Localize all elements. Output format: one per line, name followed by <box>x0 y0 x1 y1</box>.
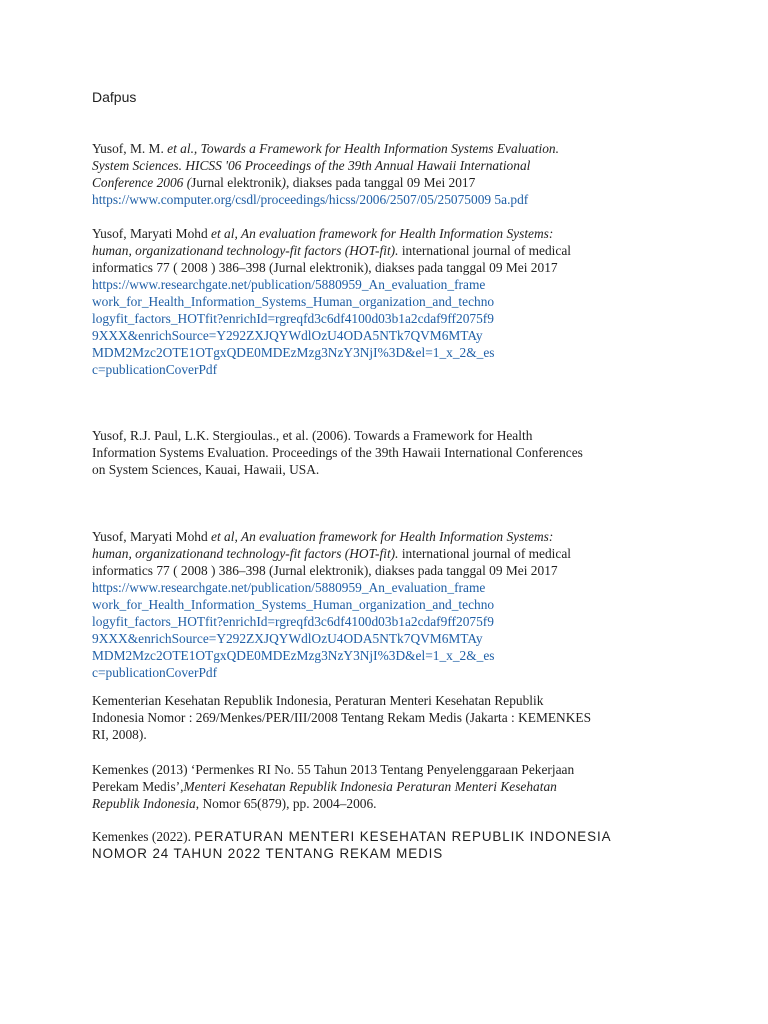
reference-line <box>92 709 682 726</box>
reference-text: Kemenkes (2022). <box>92 829 195 844</box>
reference-text: , Nomor 65(879), pp. 2004–2006. <box>195 796 377 811</box>
reference-link[interactable]: c=publicationCoverPdf <box>92 362 218 377</box>
reference-entry <box>92 140 682 208</box>
reference-italic-text: et al, An evaluation framework for Health Information Systems: <box>211 529 554 544</box>
reference-line <box>92 344 682 361</box>
reference-text: Yusof, Maryati Mohd <box>92 529 212 544</box>
reference-line <box>92 259 682 276</box>
reference-link[interactable]: https://www.researchgate.net/publication/5880959_An_evaluation_frame <box>92 277 486 292</box>
reference-line <box>92 444 682 461</box>
reference-text: Kementerian Kesehatan Republik Indonesia, Peraturan Menteri Kesehatan Republik <box>92 693 544 708</box>
reference-link[interactable]: https://www.researchgate.net/publication/5880959_An_evaluation_frame <box>92 580 486 595</box>
reference-link[interactable]: logyfit_factors_HOTfit?enrichId=rgreqfd3c6df4100d03b1a2cdaf9ff2075f9 <box>92 311 494 326</box>
reference-link[interactable]: MDM2Mzc2OTE1OTgxQDE0MDEzMzg3NzY3NjI%3D&el=1_x_2&_es <box>92 648 495 663</box>
reference-line <box>92 664 682 681</box>
reference-link[interactable]: c=publicationCoverPdf <box>92 665 218 680</box>
reference-line <box>92 327 682 344</box>
reference-italic-text: Menteri Kesehatan Republik Indonesia Peraturan Menteri Kesehatan <box>183 779 557 794</box>
reference-text: NOMOR 24 TAHUN 2022 TENTANG REKAM MEDIS <box>92 846 444 861</box>
reference-italic-text: et al., Towards a Framework for Health Information Systems Evaluation. <box>167 141 559 156</box>
reference-line <box>92 225 682 242</box>
reference-link[interactable]: logyfit_factors_HOTfit?enrichId=rgreqfd3c6df4100d03b1a2cdaf9ff2075f9 <box>92 614 494 629</box>
reference-entry <box>92 427 682 478</box>
reference-link[interactable]: work_for_Health_Information_Systems_Human_organization_and_techno <box>92 294 495 309</box>
reference-italic-text: human, organizationand technology-fit factors (HOT-fit). <box>92 243 399 258</box>
reference-entry <box>92 828 682 862</box>
reference-line <box>92 191 682 208</box>
reference-line <box>92 613 682 630</box>
reference-line <box>92 242 682 259</box>
reference-link[interactable]: work_for_Health_Information_Systems_Human_organization_and_techno <box>92 597 495 612</box>
reference-line <box>92 579 682 596</box>
reference-line <box>92 795 682 812</box>
reference-line <box>92 562 682 579</box>
reference-line <box>92 427 682 444</box>
reference-line <box>92 845 682 862</box>
reference-text: PERATURAN MENTERI KESEHATAN REPUBLIK INDONESIA <box>194 829 612 844</box>
reference-line <box>92 828 682 845</box>
reference-line <box>92 361 682 378</box>
reference-link[interactable]: MDM2Mzc2OTE1OTgxQDE0MDEzMzg3NzY3NjI%3D&el=1_x_2&_es <box>92 345 495 360</box>
reference-line <box>92 726 682 743</box>
reference-text: Information Systems Evaluation. Proceedings of the 39th Hawaii International Conferences <box>92 445 583 460</box>
reference-entry <box>92 761 682 812</box>
page-heading: Dafpus <box>92 89 137 105</box>
reference-line <box>92 461 682 478</box>
reference-link[interactable]: https://www.computer.org/csdl/proceedings/hicss/2006/2507/05/25075009 5a.pdf <box>92 192 529 207</box>
reference-line <box>92 140 682 157</box>
reference-text: Yusof, M. M. <box>92 141 168 156</box>
reference-line <box>92 630 682 647</box>
reference-text: informatics 77 ( 2008 ) 386–398 (Jurnal elektronik), diakses pada tanggal 09 Mei 2017 <box>92 563 558 578</box>
reference-text: , diakses pada tanggal 09 Mei 2017 <box>286 175 476 190</box>
reference-text: international journal of medical <box>398 243 572 258</box>
reference-line <box>92 545 682 562</box>
reference-entry <box>92 528 682 681</box>
reference-italic-text: Republik Indonesia <box>92 796 196 811</box>
reference-text: informatics 77 ( 2008 ) 386–398 (Jurnal elektronik), diakses pada tanggal 09 Mei 2017 <box>92 260 558 275</box>
reference-text: Jurnal elektronik <box>191 175 282 190</box>
reference-link[interactable]: 9XXX&enrichSource=Y292ZXJQYWdlOzU4ODA5NTk7QVM6MTAy <box>92 631 483 646</box>
reference-line <box>92 528 682 545</box>
reference-text: Perekam Medis’, <box>92 779 184 794</box>
reference-text: Yusof, Maryati Mohd <box>92 226 212 241</box>
reference-italic-text: Conference 2006 ( <box>92 175 192 190</box>
reference-text: on System Sciences, Kauai, Hawaii, USA. <box>92 462 320 477</box>
reference-entry <box>92 692 682 743</box>
reference-line <box>92 293 682 310</box>
reference-line <box>92 310 682 327</box>
reference-italic-text: System Sciences. HICSS '06 Proceedings of the 39th Annual Hawaii International <box>92 158 531 173</box>
reference-text: international journal of medical <box>398 546 572 561</box>
reference-italic-text: human, organizationand technology-fit factors (HOT-fit). <box>92 546 399 561</box>
reference-text: Kemenkes (2013) ‘Permenkes RI No. 55 Tahun 2013 Tentang Penyelenggaraan Pekerjaan <box>92 762 575 777</box>
reference-link[interactable]: 9XXX&enrichSource=Y292ZXJQYWdlOzU4ODA5NTk7QVM6MTAy <box>92 328 483 343</box>
reference-line <box>92 174 682 191</box>
reference-line <box>92 761 682 778</box>
reference-line <box>92 596 682 613</box>
reference-line <box>92 157 682 174</box>
reference-entry <box>92 225 682 378</box>
reference-line <box>92 692 682 709</box>
reference-text: Yusof, R.J. Paul, L.K. Stergioulas., et al. (2006). Towards a Framework for Health <box>92 428 533 443</box>
reference-line <box>92 647 682 664</box>
reference-italic-text: ) <box>281 175 287 190</box>
reference-line <box>92 778 682 795</box>
reference-text: RI, 2008). <box>92 727 147 742</box>
reference-line <box>92 276 682 293</box>
reference-text: Indonesia Nomor : 269/Menkes/PER/III/2008 Tentang Rekam Medis (Jakarta : KEMENKES <box>92 710 592 725</box>
reference-italic-text: et al, An evaluation framework for Health Information Systems: <box>211 226 554 241</box>
